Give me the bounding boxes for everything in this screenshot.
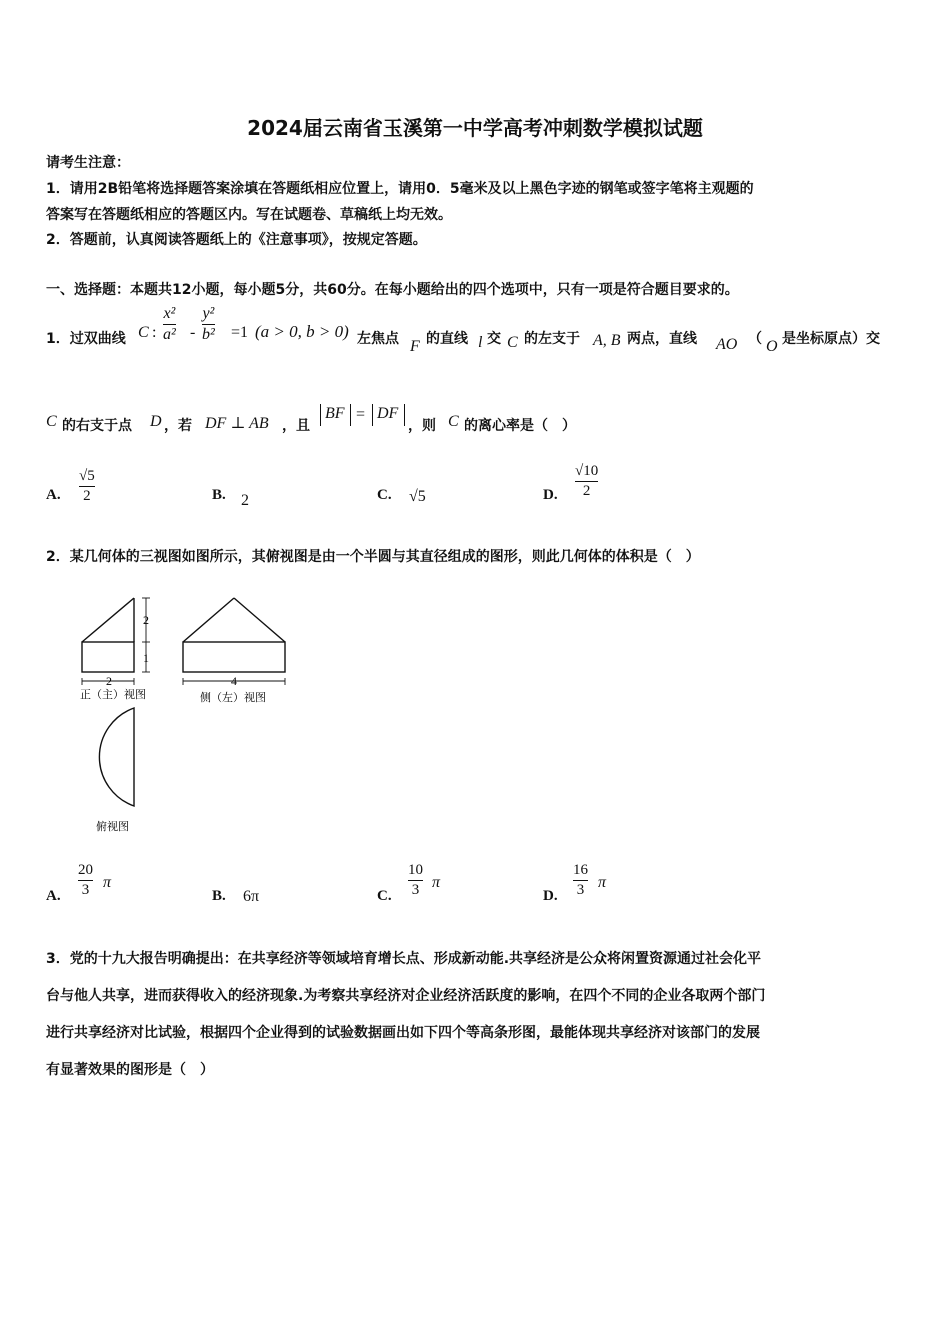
side-view-right-slope (234, 598, 285, 642)
q2-option-d-label: D. (543, 888, 558, 904)
q1-l2-text-3: ，且 (282, 418, 310, 434)
q1-frac-y (202, 305, 215, 344)
q1-option-a-num: √5 (79, 468, 95, 484)
q1-option-d-label: D. (543, 487, 558, 503)
q2-stem: 2．某几何体的三视图如图所示，其俯视图是由一个半圆与其直径组成的图形，则此几何体的体积是（ ） (46, 549, 700, 565)
q1-option-c: √5 (409, 488, 426, 505)
q1-text-2: 的直线 (426, 331, 468, 347)
page-title: 2024届云南省玉溪第一中学高考冲刺数学模拟试题 (247, 116, 703, 140)
q1-AO: AO (716, 336, 738, 353)
side-view-rect (183, 642, 285, 672)
q2-option-a-den: 3 (81, 882, 90, 898)
dim-4-width: 4 (231, 674, 237, 688)
q1-D: D (150, 413, 162, 430)
notice-line-2: 2．答题前，认真阅读答题纸上的《注意事项》，按规定答题。 (46, 232, 427, 248)
q3-line-2: 台与他人共享，进而获得收入的经济现象.为考察共享经济对企业经济活跃度的影响，在四个不同的企业各取两个部门 (46, 988, 766, 1004)
q1-x2: x² (163, 305, 176, 322)
section-heading: 一、选择题：本题共12小题，每小题5分，共60分。在每小题给出的四个选项中，只有一项是符合题目要求的。 (46, 282, 739, 298)
q1-y2: y² (202, 305, 215, 322)
q2-option-c-pi: π (432, 874, 441, 891)
q1-a2: a² (163, 326, 176, 343)
notice-heading: 请考生注意： (46, 155, 130, 171)
dim-1-height: 1 (143, 651, 149, 665)
dim-2-width: 2 (106, 674, 112, 688)
top-view-semicircle (99, 708, 134, 806)
q1-option-b: 2 (241, 492, 249, 509)
q3-line-3: 进行共享经济对比试验，根据四个企业得到的试验数据画出如下四个等高条形图，最能体现共享经济对该部门的发展 (46, 1025, 760, 1041)
q2-option-a-num: 20 (78, 862, 93, 878)
q1-F: F (410, 338, 420, 355)
dim-2-height: 2 (143, 613, 149, 627)
q2-option-b-label: B. (212, 888, 226, 904)
q1-AB: A, B (593, 332, 621, 349)
q2-option-c-label: C. (377, 888, 392, 904)
three-view-figure (70, 590, 300, 840)
q1-option-d (575, 463, 598, 500)
q1-text-7: 是坐标原点）交 (782, 331, 880, 347)
q1-text-4: 的左支于 (524, 331, 580, 347)
q1-DF: DF (377, 405, 399, 422)
notice-line-1a: 1．请用2B铅笔将选择题答案涂填在答题纸相应位置上，请用0．5毫米及以上黑色字迹的钢笔或签字笔将主观题的 (46, 181, 754, 197)
side-view-label: 侧（左）视图 (200, 692, 266, 704)
q1-option-a-label: A. (46, 487, 61, 503)
q1-number: 1．过双曲线 (46, 331, 126, 347)
q1-text-5: 两点，直线 (627, 331, 697, 347)
q1-option-a (79, 468, 95, 505)
q2-option-a-pi: π (103, 874, 112, 891)
q3-line-1: 3．党的十九大报告明确提出：在共享经济等领域培育增长点、形成新动能.共享经济是公众将闲置资源通过社会化平 (46, 951, 762, 967)
side-view-left-slope (183, 598, 234, 642)
q1-l2-text-2: ，若 (164, 418, 192, 434)
q1-option-d-num: √10 (575, 463, 599, 479)
q2-option-a (78, 862, 93, 899)
q1-option-b-label: B. (212, 487, 226, 503)
q1-condition: (a > 0, b > 0) (255, 322, 349, 341)
q1-option-a-den: 2 (83, 488, 91, 504)
front-view-rect (82, 642, 134, 672)
q1-perp: DF ⊥ AB (205, 415, 269, 432)
q1-minus: - (190, 324, 196, 341)
q1-text-6: （ (748, 331, 762, 347)
q1-option-d-den: 2 (582, 483, 591, 499)
front-view-slope (82, 598, 134, 642)
q1-frac-x (163, 305, 176, 344)
q1-eq1: =1 (231, 324, 249, 341)
q2-option-c (408, 862, 423, 899)
q1-l2-text-1: 的右支于点 (62, 418, 132, 434)
q3-line-4: 有显著效果的图形是（ ） (46, 1062, 214, 1078)
q1-text-1: 左焦点 (357, 331, 399, 347)
q2-option-d-num: 16 (573, 862, 588, 878)
front-view-label: 正（主）视图 (80, 689, 146, 701)
q1-l: l (478, 334, 483, 351)
q1-l2-text-4: ，则 (408, 418, 436, 434)
q1-O: O (766, 338, 778, 355)
q2-option-b: 6π (243, 888, 260, 905)
q2-option-a-label: A. (46, 888, 61, 904)
top-view-label: 俯视图 (96, 821, 129, 833)
q2-option-d-pi: π (598, 874, 607, 891)
q1-b2: b² (202, 326, 215, 343)
q2-option-c-den: 3 (411, 882, 420, 898)
q2-option-d-den: 3 (576, 882, 585, 898)
q1-l2-C: C (46, 413, 57, 430)
q2-option-c-num: 10 (408, 862, 423, 878)
q1-l2-text-5: 的离心率是（ ） (464, 418, 576, 434)
q1-colon: : (152, 324, 157, 341)
q1-option-c-label: C. (377, 487, 392, 503)
q1-C2: C (507, 334, 518, 351)
q1-C3: C (448, 413, 459, 430)
q1-equals: = (356, 406, 366, 423)
q1-text-3: 交 (487, 331, 501, 347)
notice-line-1b: 答案写在答题纸相应的答题区内。写在试题卷、草稿纸上均无效。 (46, 207, 452, 223)
q2-option-d (573, 862, 588, 899)
q1-curve-name: C (138, 324, 149, 341)
q1-BF: BF (325, 405, 345, 422)
